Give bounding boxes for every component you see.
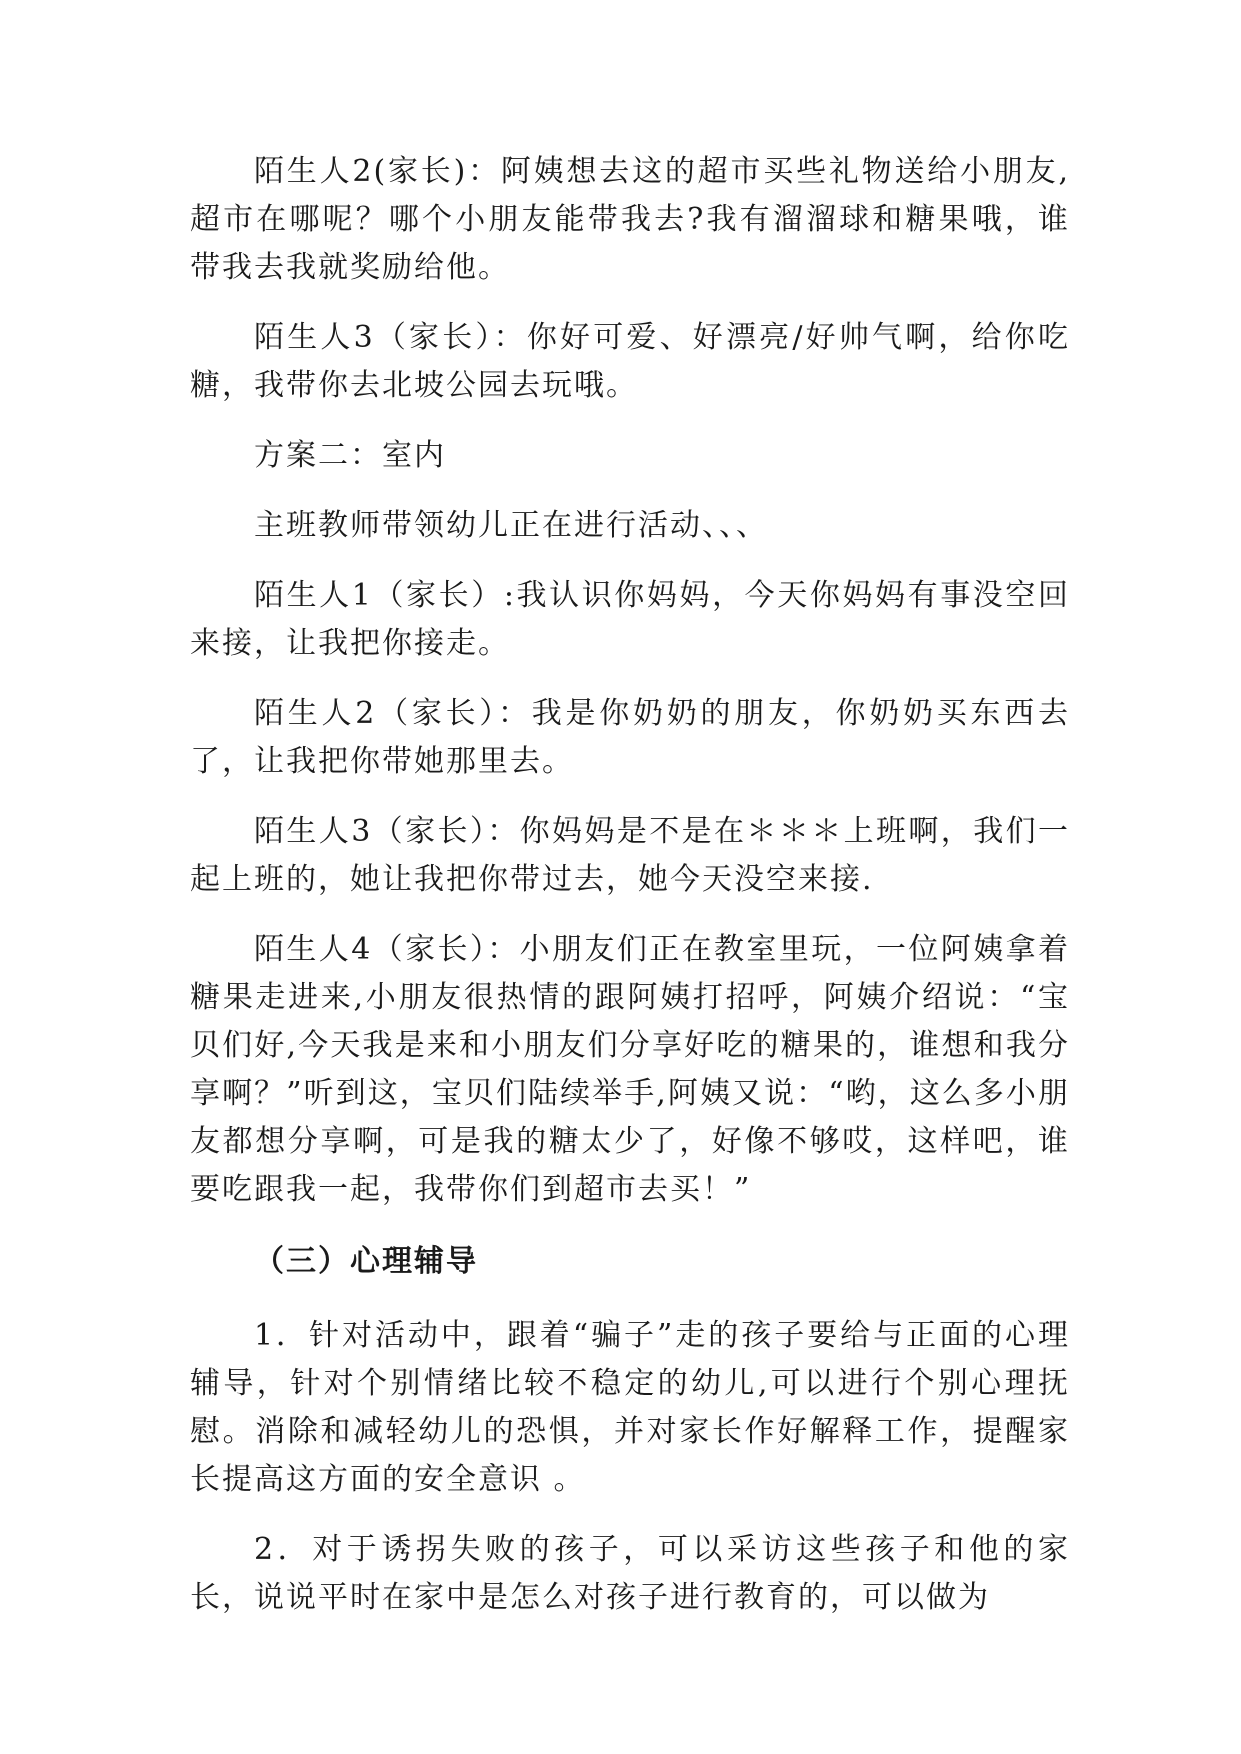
paragraph-stranger-3-park: 陌生人3（家长）：你好可爱、好漂亮/好帅气啊，给你吃糖，我带你去北坡公园去玩哦。 <box>190 320 1070 403</box>
paragraph-stranger-4-candy: 陌生人4（家长）：小朋友们正在教室里玩，一位阿姨拿着糖果走进来,小朋友很热情的跟阿姨打招呼，阿姨介绍说：“宝贝们好,今天我是来和小朋友们分享好吃的糖果的，谁想和我分享啊？”听到这，宝贝们陆续举手,阿姨又说：“哟，这么多小朋友都想分享啊，可是我的糖太少了，好像不够哎，这样吧，谁要吃跟我一起，我带你们到超市去买！” <box>190 932 1070 1207</box>
section-heading: （三）心理辅导 <box>254 1244 478 1279</box>
paragraph-teacher-activity: 主班教师带领幼儿正在进行活动、、、 <box>254 508 768 543</box>
paragraph-stranger-1-mother: 陌生人1（家长）:我认识你妈妈，今天你妈妈有事没空回来接，让我把你接走。 <box>190 578 1070 661</box>
document-body <box>190 148 1070 1644</box>
paragraph-stranger-2-supermarket: 陌生人2(家长)：阿姨想去这的超市买些礼物送给小朋友,超市在哪呢？哪个小朋友能带我去?我有溜溜球和糖果哦，谁带我去我就奖励给他。 <box>190 154 1070 285</box>
paragraph-stranger-2-grandmother: 陌生人2（家长）：我是你奶奶的朋友，你奶奶买东西去了，让我把你带她那里去。 <box>190 696 1070 779</box>
paragraph-counseling-item-1: 1．针对活动中，跟着“骗子”走的孩子要给与正面的心理辅导，针对个别情绪比较不稳定的幼儿,可以进行个别心理抚慰。消除和减轻幼儿的恐惧，并对家长作好解释工作，提醒家长提高这方面的安全意识 。 <box>190 1318 1070 1497</box>
paragraph-counseling-item-2: 2．对于诱拐失败的孩子，可以采访这些孩子和他的家长，说说平时在家中是怎么对孩子进行教育的，可以做为 <box>190 1532 1070 1615</box>
paragraph-plan-two-indoor: 方案二：室内 <box>254 438 446 473</box>
paragraph-stranger-3-coworker: 陌生人3（家长）：你妈妈是不是在＊＊＊上班啊，我们一起上班的，她让我把你带过去，她今天没空来接. <box>190 814 1070 897</box>
